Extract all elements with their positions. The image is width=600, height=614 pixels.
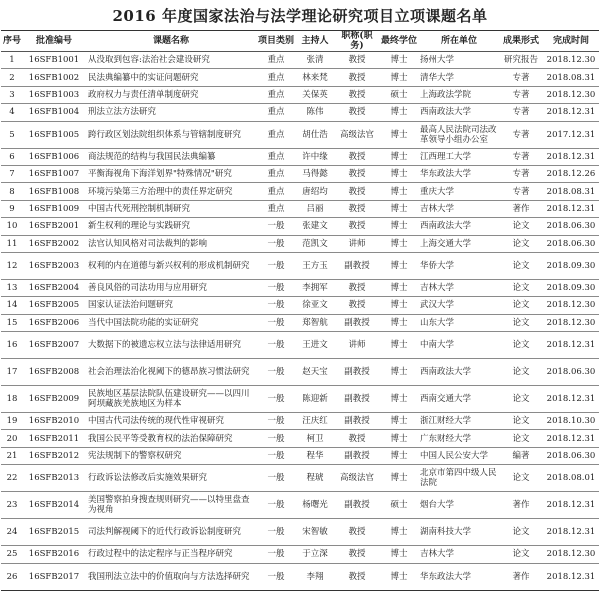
project-category: 一般 [257, 297, 295, 314]
row-number: 13 [1, 279, 23, 296]
project-category: 一般 [257, 218, 295, 235]
project-host: 李翔 [295, 563, 335, 590]
completion-date: 2018.12.31 [543, 104, 599, 121]
host-title: 高级法官 [335, 465, 379, 492]
result-form: 著作 [499, 200, 543, 217]
host-degree: 博士 [379, 563, 419, 590]
host-unit: 武汉大学 [419, 297, 499, 314]
completion-date: 2018.12.31 [543, 200, 599, 217]
header-category: 项目类别 [257, 31, 295, 52]
completion-date: 2018.12.31 [543, 430, 599, 447]
project-name: 我国刑法立法中的价值取向与方法选择研究 [85, 563, 257, 590]
host-title: 讲师 [335, 332, 379, 359]
host-title: 教授 [335, 519, 379, 546]
header-unit: 所在单位 [419, 31, 499, 52]
approval-code: 16SFB2002 [23, 235, 85, 252]
approval-code: 16SFB2016 [23, 546, 85, 563]
project-host: 程华 [295, 447, 335, 464]
host-title: 教授 [335, 546, 379, 563]
project-category: 一般 [257, 546, 295, 563]
host-degree: 博士 [379, 104, 419, 121]
host-unit: 江西理工大学 [419, 148, 499, 165]
project-category: 一般 [257, 563, 295, 590]
host-title: 副教授 [335, 492, 379, 519]
approval-code: 16SFB1004 [23, 104, 85, 121]
host-title: 教授 [335, 148, 379, 165]
document-title: 2016 年度国家法治与法学理论研究项目立项课题名单 [112, 7, 488, 25]
project-name: 新生权利的理论与实践研究 [85, 218, 257, 235]
approval-code: 16SFB1005 [23, 121, 85, 148]
completion-date: 2018.12.30 [543, 52, 599, 69]
completion-date: 2018.12.31 [543, 563, 599, 590]
host-degree: 博士 [379, 279, 419, 296]
project-category: 一般 [257, 235, 295, 252]
completion-date: 2018.10.30 [543, 413, 599, 430]
row-number: 7 [1, 165, 23, 182]
project-host: 赵天宝 [295, 359, 335, 386]
result-form: 论文 [499, 386, 543, 413]
project-name: 平衡海视角下海洋划界"特殊情况"研究 [85, 165, 257, 182]
row-number: 24 [1, 519, 23, 546]
host-degree: 博士 [379, 165, 419, 182]
host-unit: 吉林大学 [419, 546, 499, 563]
project-category: 重点 [257, 121, 295, 148]
project-host: 于立深 [295, 546, 335, 563]
host-unit: 吉林大学 [419, 279, 499, 296]
row-number: 8 [1, 183, 23, 200]
project-host: 杨曙光 [295, 492, 335, 519]
host-unit: 西南政法大学 [419, 104, 499, 121]
project-name: 当代中国法院功能的实证研究 [85, 314, 257, 331]
table-row [1, 235, 599, 252]
row-number: 16 [1, 332, 23, 359]
table-row [1, 279, 599, 296]
header-no: 序号 [1, 31, 23, 52]
table-row [1, 314, 599, 331]
project-name: 善良风俗的司法功用与应用研究 [85, 279, 257, 296]
completion-date: 2018.08.31 [543, 183, 599, 200]
project-host: 张建文 [295, 218, 335, 235]
project-name: 权利的内在道德与新兴权利的形成机制研究 [85, 252, 257, 279]
table-row [1, 121, 599, 148]
host-unit: 湖南科技大学 [419, 519, 499, 546]
approval-code: 16SFB1002 [23, 69, 85, 86]
row-number: 25 [1, 546, 23, 563]
host-unit: 上海政法学院 [419, 86, 499, 103]
result-form: 论文 [499, 413, 543, 430]
approval-code: 16SFB1008 [23, 183, 85, 200]
header-title: 职称(职务) [335, 31, 379, 52]
completion-date: 2018.06.30 [543, 447, 599, 464]
completion-date: 2018.08.01 [543, 465, 599, 492]
result-form: 论文 [499, 218, 543, 235]
row-number: 17 [1, 359, 23, 386]
approval-code: 16SFB2015 [23, 519, 85, 546]
host-degree: 博士 [379, 332, 419, 359]
completion-date: 2018.12.30 [543, 297, 599, 314]
completion-date: 2018.12.30 [543, 86, 599, 103]
host-degree: 硕士 [379, 492, 419, 519]
result-form: 论文 [499, 252, 543, 279]
approval-code: 16SFB1009 [23, 200, 85, 217]
header-host: 主持人 [295, 31, 335, 52]
host-title: 副教授 [335, 447, 379, 464]
project-name: 大数据下的被遗忘权立法与法律适用研究 [85, 332, 257, 359]
host-title: 教授 [335, 563, 379, 590]
host-degree: 博士 [379, 386, 419, 413]
project-category: 一般 [257, 413, 295, 430]
project-name: 民族地区基层法院队伍建设研究——以四川阿坝藏族羌族地区为样本 [85, 386, 257, 413]
table-row [1, 86, 599, 103]
result-form: 研究报告 [499, 52, 543, 69]
host-title: 教授 [335, 86, 379, 103]
host-unit: 浙江财经大学 [419, 413, 499, 430]
row-number: 4 [1, 104, 23, 121]
table-row [1, 104, 599, 121]
completion-date: 2018.12.31 [543, 148, 599, 165]
host-degree: 博士 [379, 314, 419, 331]
host-unit: 中国人民公安大学 [419, 447, 499, 464]
result-form: 专著 [499, 148, 543, 165]
project-host: 马得懿 [295, 165, 335, 182]
table-row [1, 200, 599, 217]
host-title: 教授 [335, 104, 379, 121]
project-name: 中国古代司法传统的现代性审视研究 [85, 413, 257, 430]
host-degree: 硕士 [379, 86, 419, 103]
approval-code: 16SFB1006 [23, 148, 85, 165]
table-row [1, 519, 599, 546]
result-form: 编著 [499, 447, 543, 464]
table-row [1, 165, 599, 182]
table-row [1, 183, 599, 200]
row-number: 15 [1, 314, 23, 331]
project-name: 中国古代死刑控制机制研究 [85, 200, 257, 217]
project-name: 我国公民平等受教育权的法治保障研究 [85, 430, 257, 447]
host-unit: 扬州大学 [419, 52, 499, 69]
project-host: 关保英 [295, 86, 335, 103]
host-degree: 博士 [379, 519, 419, 546]
approval-code: 16SFB2008 [23, 359, 85, 386]
project-host: 陈迎新 [295, 386, 335, 413]
result-form: 论文 [499, 359, 543, 386]
row-number: 22 [1, 465, 23, 492]
host-degree: 博士 [379, 200, 419, 217]
approval-code: 16SFB2014 [23, 492, 85, 519]
host-unit: 上海交通大学 [419, 235, 499, 252]
host-degree: 博士 [379, 69, 419, 86]
row-number: 19 [1, 413, 23, 430]
result-form: 专著 [499, 104, 543, 121]
project-category: 一般 [257, 465, 295, 492]
host-unit: 广东财经大学 [419, 430, 499, 447]
host-unit: 吉林大学 [419, 200, 499, 217]
host-title: 教授 [335, 279, 379, 296]
project-host: 陈伟 [295, 104, 335, 121]
host-title: 教授 [335, 297, 379, 314]
project-host: 许中缘 [295, 148, 335, 165]
completion-date: 2018.12.31 [543, 519, 599, 546]
host-degree: 博士 [379, 121, 419, 148]
project-category: 一般 [257, 492, 295, 519]
result-form: 著作 [499, 563, 543, 590]
result-form: 著作 [499, 492, 543, 519]
project-category: 一般 [257, 447, 295, 464]
approval-code: 16SFB1001 [23, 52, 85, 69]
approval-code: 16SFB2012 [23, 447, 85, 464]
table-row [1, 359, 599, 386]
row-number: 1 [1, 52, 23, 69]
host-title: 副教授 [335, 386, 379, 413]
host-title: 教授 [335, 218, 379, 235]
project-category: 重点 [257, 104, 295, 121]
host-degree: 博士 [379, 447, 419, 464]
host-unit: 重庆大学 [419, 183, 499, 200]
completion-date: 2018.06.30 [543, 235, 599, 252]
project-host: 汪庆红 [295, 413, 335, 430]
project-category: 一般 [257, 386, 295, 413]
result-form: 论文 [499, 297, 543, 314]
host-unit: 烟台大学 [419, 492, 499, 519]
host-degree: 博士 [379, 252, 419, 279]
project-category: 重点 [257, 165, 295, 182]
completion-date: 2018.06.30 [543, 218, 599, 235]
project-category: 一般 [257, 430, 295, 447]
project-name: 商法规范的结构与我国民法典编纂 [85, 148, 257, 165]
table-row [1, 492, 599, 519]
host-degree: 博士 [379, 235, 419, 252]
project-host: 程琥 [295, 465, 335, 492]
completion-date: 2018.06.30 [543, 359, 599, 386]
project-name: 环境污染第三方治理中的责任界定研究 [85, 183, 257, 200]
table-row [1, 386, 599, 413]
project-category: 重点 [257, 183, 295, 200]
result-form: 论文 [499, 430, 543, 447]
host-unit: 最高人民法院司法改革领导小组办公室 [419, 121, 499, 148]
project-host: 徐亚文 [295, 297, 335, 314]
table-row [1, 252, 599, 279]
approval-code: 16SFB2013 [23, 465, 85, 492]
project-category: 重点 [257, 52, 295, 69]
project-name: 民法典编纂中的实证问题研究 [85, 69, 257, 86]
approval-code: 16SFB2006 [23, 314, 85, 331]
host-title: 教授 [335, 165, 379, 182]
host-degree: 博士 [379, 359, 419, 386]
project-name: 司法判解视阈下的近代行政诉讼制度研究 [85, 519, 257, 546]
row-number: 14 [1, 297, 23, 314]
host-unit: 中南大学 [419, 332, 499, 359]
row-number: 6 [1, 148, 23, 165]
row-number: 11 [1, 235, 23, 252]
table-row [1, 69, 599, 86]
project-category: 一般 [257, 332, 295, 359]
header-degree: 最终学位 [379, 31, 419, 52]
project-name: 宪法规制下的警察权研究 [85, 447, 257, 464]
host-degree: 博士 [379, 218, 419, 235]
host-title: 副教授 [335, 252, 379, 279]
host-degree: 博士 [379, 52, 419, 69]
row-number: 2 [1, 69, 23, 86]
project-category: 一般 [257, 314, 295, 331]
host-unit: 山东大学 [419, 314, 499, 331]
result-form: 论文 [499, 546, 543, 563]
host-unit: 西南政法大学 [419, 218, 499, 235]
project-host: 林来梵 [295, 69, 335, 86]
host-degree: 博士 [379, 183, 419, 200]
header-date: 完成时间 [543, 31, 599, 52]
header-form: 成果形式 [499, 31, 543, 52]
table-row [1, 148, 599, 165]
project-host: 范凯文 [295, 235, 335, 252]
row-number: 10 [1, 218, 23, 235]
completion-date: 2017.12.31 [543, 121, 599, 148]
host-title: 教授 [335, 69, 379, 86]
header-code: 批准编号 [23, 31, 85, 52]
completion-date: 2018.09.30 [543, 279, 599, 296]
completion-date: 2018.12.31 [543, 332, 599, 359]
result-form: 论文 [499, 235, 543, 252]
host-unit: 华侨大学 [419, 252, 499, 279]
completion-date: 2018.12.30 [543, 314, 599, 331]
approval-code: 16SFB2007 [23, 332, 85, 359]
table-row [1, 297, 599, 314]
host-degree: 博士 [379, 413, 419, 430]
project-host: 柯卫 [295, 430, 335, 447]
approval-code: 16SFB2003 [23, 252, 85, 279]
result-form: 论文 [499, 314, 543, 331]
result-form: 专著 [499, 86, 543, 103]
table-header-row [1, 31, 599, 52]
project-host: 唐绍均 [295, 183, 335, 200]
result-form: 专著 [499, 121, 543, 148]
project-category: 一般 [257, 519, 295, 546]
approval-code: 16SFB1007 [23, 165, 85, 182]
host-unit: 华东政法大学 [419, 563, 499, 590]
host-title: 副教授 [335, 359, 379, 386]
project-name: 政府权力与责任清单制度研究 [85, 86, 257, 103]
project-name: 跨行政区划法院组织体系与管辖制度研究 [85, 121, 257, 148]
row-number: 12 [1, 252, 23, 279]
completion-date: 2018.08.31 [543, 69, 599, 86]
project-name: 国家认证法治问题研究 [85, 297, 257, 314]
approval-code: 16SFB2011 [23, 430, 85, 447]
host-unit: 北京市第四中级人民法院 [419, 465, 499, 492]
host-degree: 博士 [379, 430, 419, 447]
project-name: 从没取到包容:法治社会建设研究 [85, 52, 257, 69]
host-unit: 清华大学 [419, 69, 499, 86]
table-row [1, 52, 599, 69]
project-name: 美国警察拍身搜查规则研究——以特里盘查为视角 [85, 492, 257, 519]
host-title: 教授 [335, 200, 379, 217]
table-row [1, 218, 599, 235]
result-form: 论文 [499, 465, 543, 492]
table-row [1, 447, 599, 464]
project-category: 重点 [257, 148, 295, 165]
table-row [1, 430, 599, 447]
project-category: 重点 [257, 86, 295, 103]
header-name: 课题名称 [85, 31, 257, 52]
host-title: 副教授 [335, 413, 379, 430]
result-form: 专著 [499, 165, 543, 182]
project-name: 刑法立法方法研究 [85, 104, 257, 121]
project-category: 重点 [257, 200, 295, 217]
host-degree: 博士 [379, 465, 419, 492]
approval-code: 16SFB2004 [23, 279, 85, 296]
result-form: 专著 [499, 183, 543, 200]
project-host: 宋智敏 [295, 519, 335, 546]
project-category: 一般 [257, 252, 295, 279]
host-unit: 华东政法大学 [419, 165, 499, 182]
completion-date: 2018.12.31 [543, 386, 599, 413]
project-category: 重点 [257, 69, 295, 86]
project-host: 郑智航 [295, 314, 335, 331]
project-name: 行政诉讼法修改后实施效果研究 [85, 465, 257, 492]
host-degree: 博士 [379, 297, 419, 314]
row-number: 9 [1, 200, 23, 217]
host-unit: 西南政法大学 [419, 359, 499, 386]
table-row [1, 465, 599, 492]
result-form: 论文 [499, 332, 543, 359]
project-host: 李拥军 [295, 279, 335, 296]
row-number: 21 [1, 447, 23, 464]
approval-code: 16SFB2017 [23, 563, 85, 590]
table-row [1, 563, 599, 590]
host-title: 教授 [335, 430, 379, 447]
project-name: 社会治理法治化视阈下的德昂族习惯法研究 [85, 359, 257, 386]
completion-date: 2018.12.31 [543, 492, 599, 519]
result-form: 论文 [499, 279, 543, 296]
result-form: 论文 [499, 519, 543, 546]
table-row [1, 413, 599, 430]
host-title: 教授 [335, 183, 379, 200]
host-degree: 博士 [379, 546, 419, 563]
host-title: 讲师 [335, 235, 379, 252]
project-name: 行政过程中的法定程序与正当程序研究 [85, 546, 257, 563]
completion-date: 2018.09.30 [543, 252, 599, 279]
host-title: 副教授 [335, 314, 379, 331]
host-degree: 博士 [379, 148, 419, 165]
row-number: 26 [1, 563, 23, 590]
project-name: 法官认知风格对司法裁判的影响 [85, 235, 257, 252]
project-category: 一般 [257, 359, 295, 386]
approval-code: 16SFB2009 [23, 386, 85, 413]
approval-code: 16SFB2001 [23, 218, 85, 235]
host-unit: 西南交通大学 [419, 386, 499, 413]
project-category: 一般 [257, 279, 295, 296]
approval-code: 16SFB2005 [23, 297, 85, 314]
row-number: 5 [1, 121, 23, 148]
project-host: 张清 [295, 52, 335, 69]
row-number: 3 [1, 86, 23, 103]
row-number: 18 [1, 386, 23, 413]
project-host: 胡仕浩 [295, 121, 335, 148]
completion-date: 2018.12.30 [543, 546, 599, 563]
table-row [1, 332, 599, 359]
project-host: 王进文 [295, 332, 335, 359]
table-row [1, 546, 599, 563]
project-host: 王方玉 [295, 252, 335, 279]
row-number: 20 [1, 430, 23, 447]
approval-code: 16SFB2010 [23, 413, 85, 430]
project-host: 吕丽 [295, 200, 335, 217]
host-title: 高级法官 [335, 121, 379, 148]
approval-code: 16SFB1003 [23, 86, 85, 103]
result-form: 专著 [499, 69, 543, 86]
row-number: 23 [1, 492, 23, 519]
project-list-table [1, 30, 599, 591]
host-title: 教授 [335, 52, 379, 69]
completion-date: 2018.12.26 [543, 165, 599, 182]
